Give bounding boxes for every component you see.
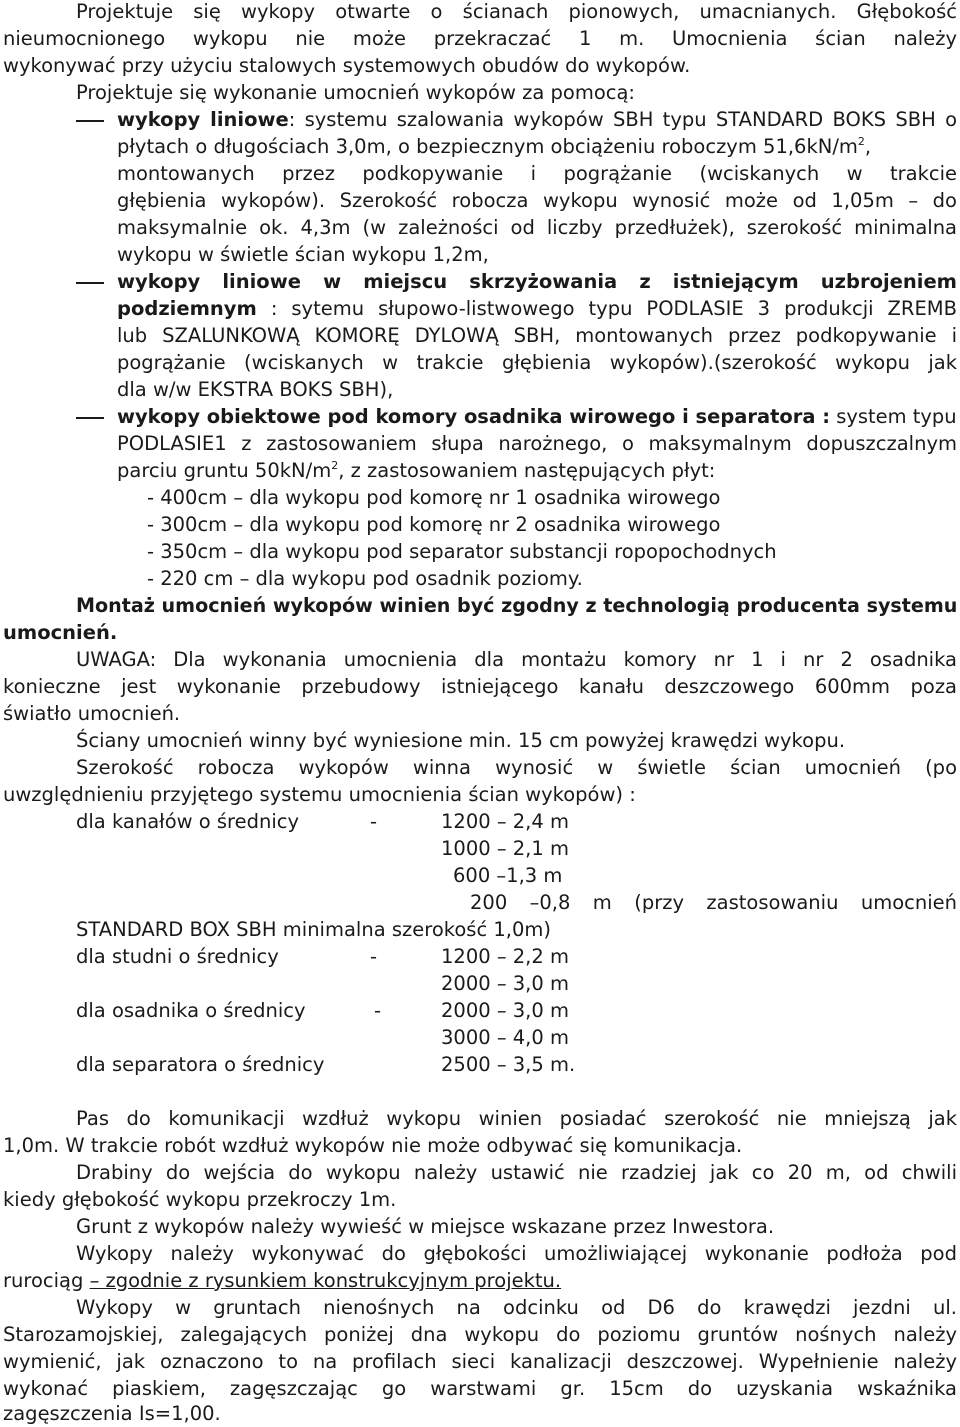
list-item-line: PODLASIE1 z zastosowaniem słupa narożnego, o maksymalnym dopuszczalnym xyxy=(117,432,957,455)
bold-statement: umocnień. xyxy=(3,621,118,644)
list-item-line xyxy=(117,295,957,322)
paragraph-line: światło umocnień. xyxy=(3,702,181,725)
paragraph-line: 1,0m. W trakcie robót wzdłuż wykopów nie może odbywać się komunikacja. xyxy=(3,1134,743,1157)
table-value: 200 –0,8 m (przy zastosowaniu umocnień xyxy=(470,891,957,914)
superscript: 2 xyxy=(331,459,339,472)
table-value: 1000 – 2,1 m xyxy=(441,837,569,860)
list-item-text: : sytemu słupowo-listwowego typu PODLASIE 3 produkcji ZREMB xyxy=(256,297,957,320)
bold-statement: Montaż umocnień wykopów winien być zgodny z technologią producenta systemu xyxy=(76,594,958,617)
list-item-line xyxy=(117,457,715,484)
paragraph-text: rurociąg xyxy=(3,1269,90,1292)
list-item-line: pogrążanie (wciskanych w trakcie głębienia wykopów).(szerokość wykopu jak xyxy=(117,351,957,374)
paragraph-line: Ściany umocnień winny być wyniesione min. 15 cm powyżej krawędzi wykopu. xyxy=(76,729,846,752)
list-item-heading: wykopy liniowe w miejscu skrzyżowania z istniejącym uzbrojeniem xyxy=(117,270,957,293)
table-value: 2000 – 3,0 m xyxy=(441,999,569,1022)
list-item-text: parciu gruntu 50kN/m xyxy=(117,459,332,482)
underlined-text: – zgodnie z rysunkiem konstrukcyjnym projektu. xyxy=(89,1269,562,1292)
table-dash: - xyxy=(370,810,378,833)
paragraph-line: wykonać piaskiem, zagęszczając go warstwami gr. 15cm do uzyskania wskaźnika xyxy=(3,1377,957,1400)
paragraph-line: Pas do komunikacji wzdłuż wykopu winien posiadać szerokość nie mniejszą jak xyxy=(76,1107,957,1130)
table-label: dla osadnika o średnicy xyxy=(76,999,306,1022)
paragraph-line: Projektuje się wykopy otwarte o ścianach pionowych, umacnianych. Głębokość xyxy=(76,0,957,23)
paragraph-line: konieczne jest wykonanie przebudowy istniejącego kanału deszczowego 600mm poza xyxy=(3,675,957,698)
list-item-heading: wykopy liniowe xyxy=(117,108,289,131)
paragraph-line: wykonywać przy użyciu stalowych systemowych obudów do wykopów. xyxy=(3,54,691,77)
sub-list-item: - 350cm – dla wykopu pod separator substancji ropopochodnych xyxy=(147,540,777,563)
table-label: dla separatora o średnicy xyxy=(76,1053,325,1076)
list-dash-icon xyxy=(76,417,104,419)
table-value: 1200 – 2,2 m xyxy=(441,945,569,968)
table-dash: - xyxy=(374,999,382,1022)
list-item-line: lub SZALUNKOWĄ KOMORĘ DYLOWĄ SBH, montowanych przez podkopywanie i xyxy=(117,324,957,347)
list-item-line: głębienia wykopów). Szerokość robocza wykopu wynosić może od 1,05m – do xyxy=(117,189,957,212)
paragraph-line: Grunt z wykopów należy wywieść w miejsce wskazane przez Inwestora. xyxy=(76,1215,775,1238)
table-value: 2500 – 3,5 m. xyxy=(441,1053,576,1076)
list-item-text: , z zastosowaniem następujących płyt: xyxy=(338,459,716,482)
list-item-text: , xyxy=(864,135,872,158)
table-value: 600 –1,3 m xyxy=(453,864,563,887)
list-item-text: system typu xyxy=(830,405,957,428)
list-item-text: : systemu szalowania wykopów SBH typu STANDARD BOKS SBH o xyxy=(288,108,957,131)
paragraph-line: Starozamojskiej, zalegających poniżej dna wykopu do poziomu gruntów nośnych należy xyxy=(3,1323,957,1346)
paragraph-line: kiedy głębokość wykopu przekroczy 1m. xyxy=(3,1188,397,1211)
table-value: STANDARD BOX SBH minimalna szerokość 1,0m) xyxy=(76,918,551,941)
table-value: 3000 – 4,0 m xyxy=(441,1026,569,1049)
table-label: dla studni o średnicy xyxy=(76,945,279,968)
table-value: 1200 – 2,4 m xyxy=(441,810,569,833)
paragraph-line xyxy=(3,1267,561,1294)
sub-list-item: - 400cm – dla wykopu pod komorę nr 1 osadnika wirowego xyxy=(147,486,721,509)
paragraph-line: Wykopy w gruntach nienośnych na odcinku od D6 do krawędzi jezdni ul. xyxy=(76,1296,957,1319)
paragraph-line: Projektuje się wykonanie umocnień wykopów za pomocą: xyxy=(76,81,635,104)
list-item-line: wykopu w świetle ścian wykopu 1,2m, xyxy=(117,243,489,266)
list-dash-icon xyxy=(76,282,104,284)
table-value: 2000 – 3,0 m xyxy=(441,972,569,995)
list-item-line xyxy=(117,403,957,430)
list-item-text: płytach o długościach 3,0m, o bezpiecznym obciążeniu roboczym 51,6kN/m xyxy=(117,135,858,158)
sub-list-item: - 300cm – dla wykopu pod komorę nr 2 osadnika wirowego xyxy=(147,513,721,536)
list-item-line xyxy=(117,133,871,160)
paragraph-line: Wykopy należy wykonywać do głębokości umożliwiającej wykonanie podłoża pod xyxy=(76,1242,957,1265)
table-dash: - xyxy=(370,945,378,968)
superscript: 2 xyxy=(857,135,865,148)
list-item-line: dla w/w EKSTRA BOKS SBH), xyxy=(117,378,394,401)
table-label: dla kanałów o średnicy xyxy=(76,810,300,833)
list-item-line: maksymalnie ok. 4,3m (w zależności od liczby przedłużek), szerokość minimalna xyxy=(117,216,957,239)
paragraph-line: nieumocnionego wykopu nie może przekraczać 1 m. Umocnienia ścian należy xyxy=(3,27,957,50)
paragraph-line: UWAGA: Dla wykonania umocnienia dla montażu komory nr 1 i nr 2 osadnika xyxy=(76,648,957,671)
list-item-heading: podziemnym xyxy=(117,297,257,320)
paragraph-line: Szerokość robocza wykopów winna wynosić w świetle ścian umocnień (po xyxy=(76,756,957,779)
paragraph-line: uwzględnieniu przyjętego systemu umocnienia ścian wykopów) : xyxy=(3,783,636,806)
paragraph-line: Drabiny do wejścia do wykopu należy ustawić nie rzadziej jak co 20 m, od chwili xyxy=(76,1161,957,1184)
list-dash-icon xyxy=(76,120,104,122)
paragraph-line: zagęszczenia Is=1,00. xyxy=(3,1402,221,1425)
list-item-heading: wykopy obiektowe pod komory osadnika wirowego i separatora : xyxy=(117,405,831,428)
list-item-line xyxy=(117,106,957,133)
sub-list-item: - 220 cm – dla wykopu pod osadnik poziomy. xyxy=(147,567,583,590)
paragraph-line: wymienić, jak oznaczono to na profilach sieci kanalizacji deszczowej. Wypełnienie należy xyxy=(3,1350,957,1373)
list-item-line: montowanych przez podkopywanie i pogrążanie (wciskanych w trakcie xyxy=(117,162,957,185)
